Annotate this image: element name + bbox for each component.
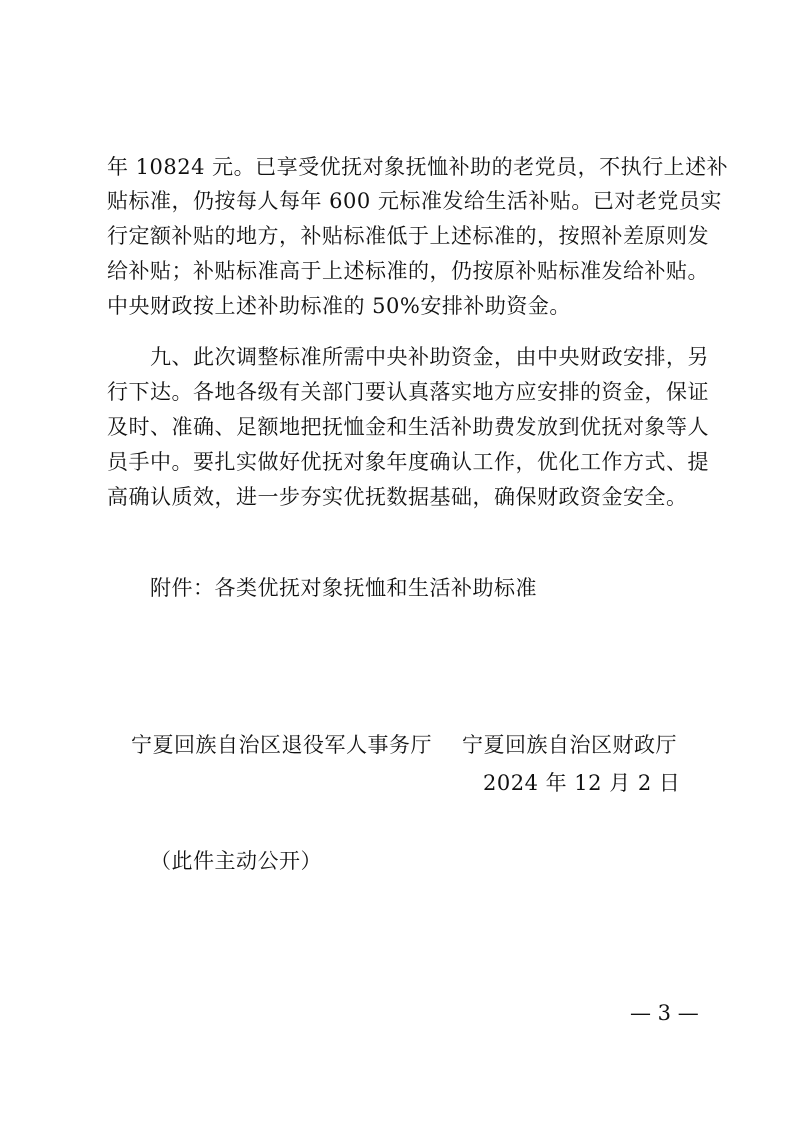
paragraph-line: 及时、准确、足额地把抚恤金和生活补助费发放到优抚对象等人	[107, 415, 709, 439]
disclosure-note: （此件主动公开）	[150, 849, 322, 873]
paragraph-line: 行下达。各地各级有关部门要认真落实地方应安排的资金，保证	[107, 380, 709, 404]
issue-date: 2024 年 12 月 2 日	[483, 771, 681, 795]
page-number: — 3 —	[630, 1001, 699, 1025]
paragraph-line: 贴标准，仍按每人每年 600 元标准发给生活补贴。已对老党员实	[107, 189, 722, 213]
paragraph-line: 中央财政按上述补助标准的 50%安排补助资金。	[107, 294, 571, 318]
paragraph-line: 高确认质效，进一步夯实优抚数据基础，确保财政资金安全。	[107, 485, 688, 509]
attachment-note: 附件：各类优抚对象抚恤和生活补助标准	[150, 576, 537, 600]
issuer-veterans-affairs: 宁夏回族自治区退役军人事务厅	[131, 733, 432, 757]
paragraph-line: 年 10824 元。已享受优抚对象抚恤补助的老党员，不执行上述补	[107, 155, 729, 179]
paragraph-line: 九、此次调整标准所需中央补助资金，由中央财政安排，另	[150, 345, 709, 369]
paragraph-line: 员手中。要扎实做好优抚对象年度确认工作，优化工作方式、提	[107, 450, 709, 474]
issuer-finance: 宁夏回族自治区财政厅	[462, 733, 677, 757]
paragraph-line: 行定额补贴的地方，补贴标准低于上述标准的，按照补差原则发	[107, 224, 709, 248]
paragraph-line: 给补贴；补贴标准高于上述标准的，仍按原补贴标准发给补贴。	[107, 259, 709, 283]
